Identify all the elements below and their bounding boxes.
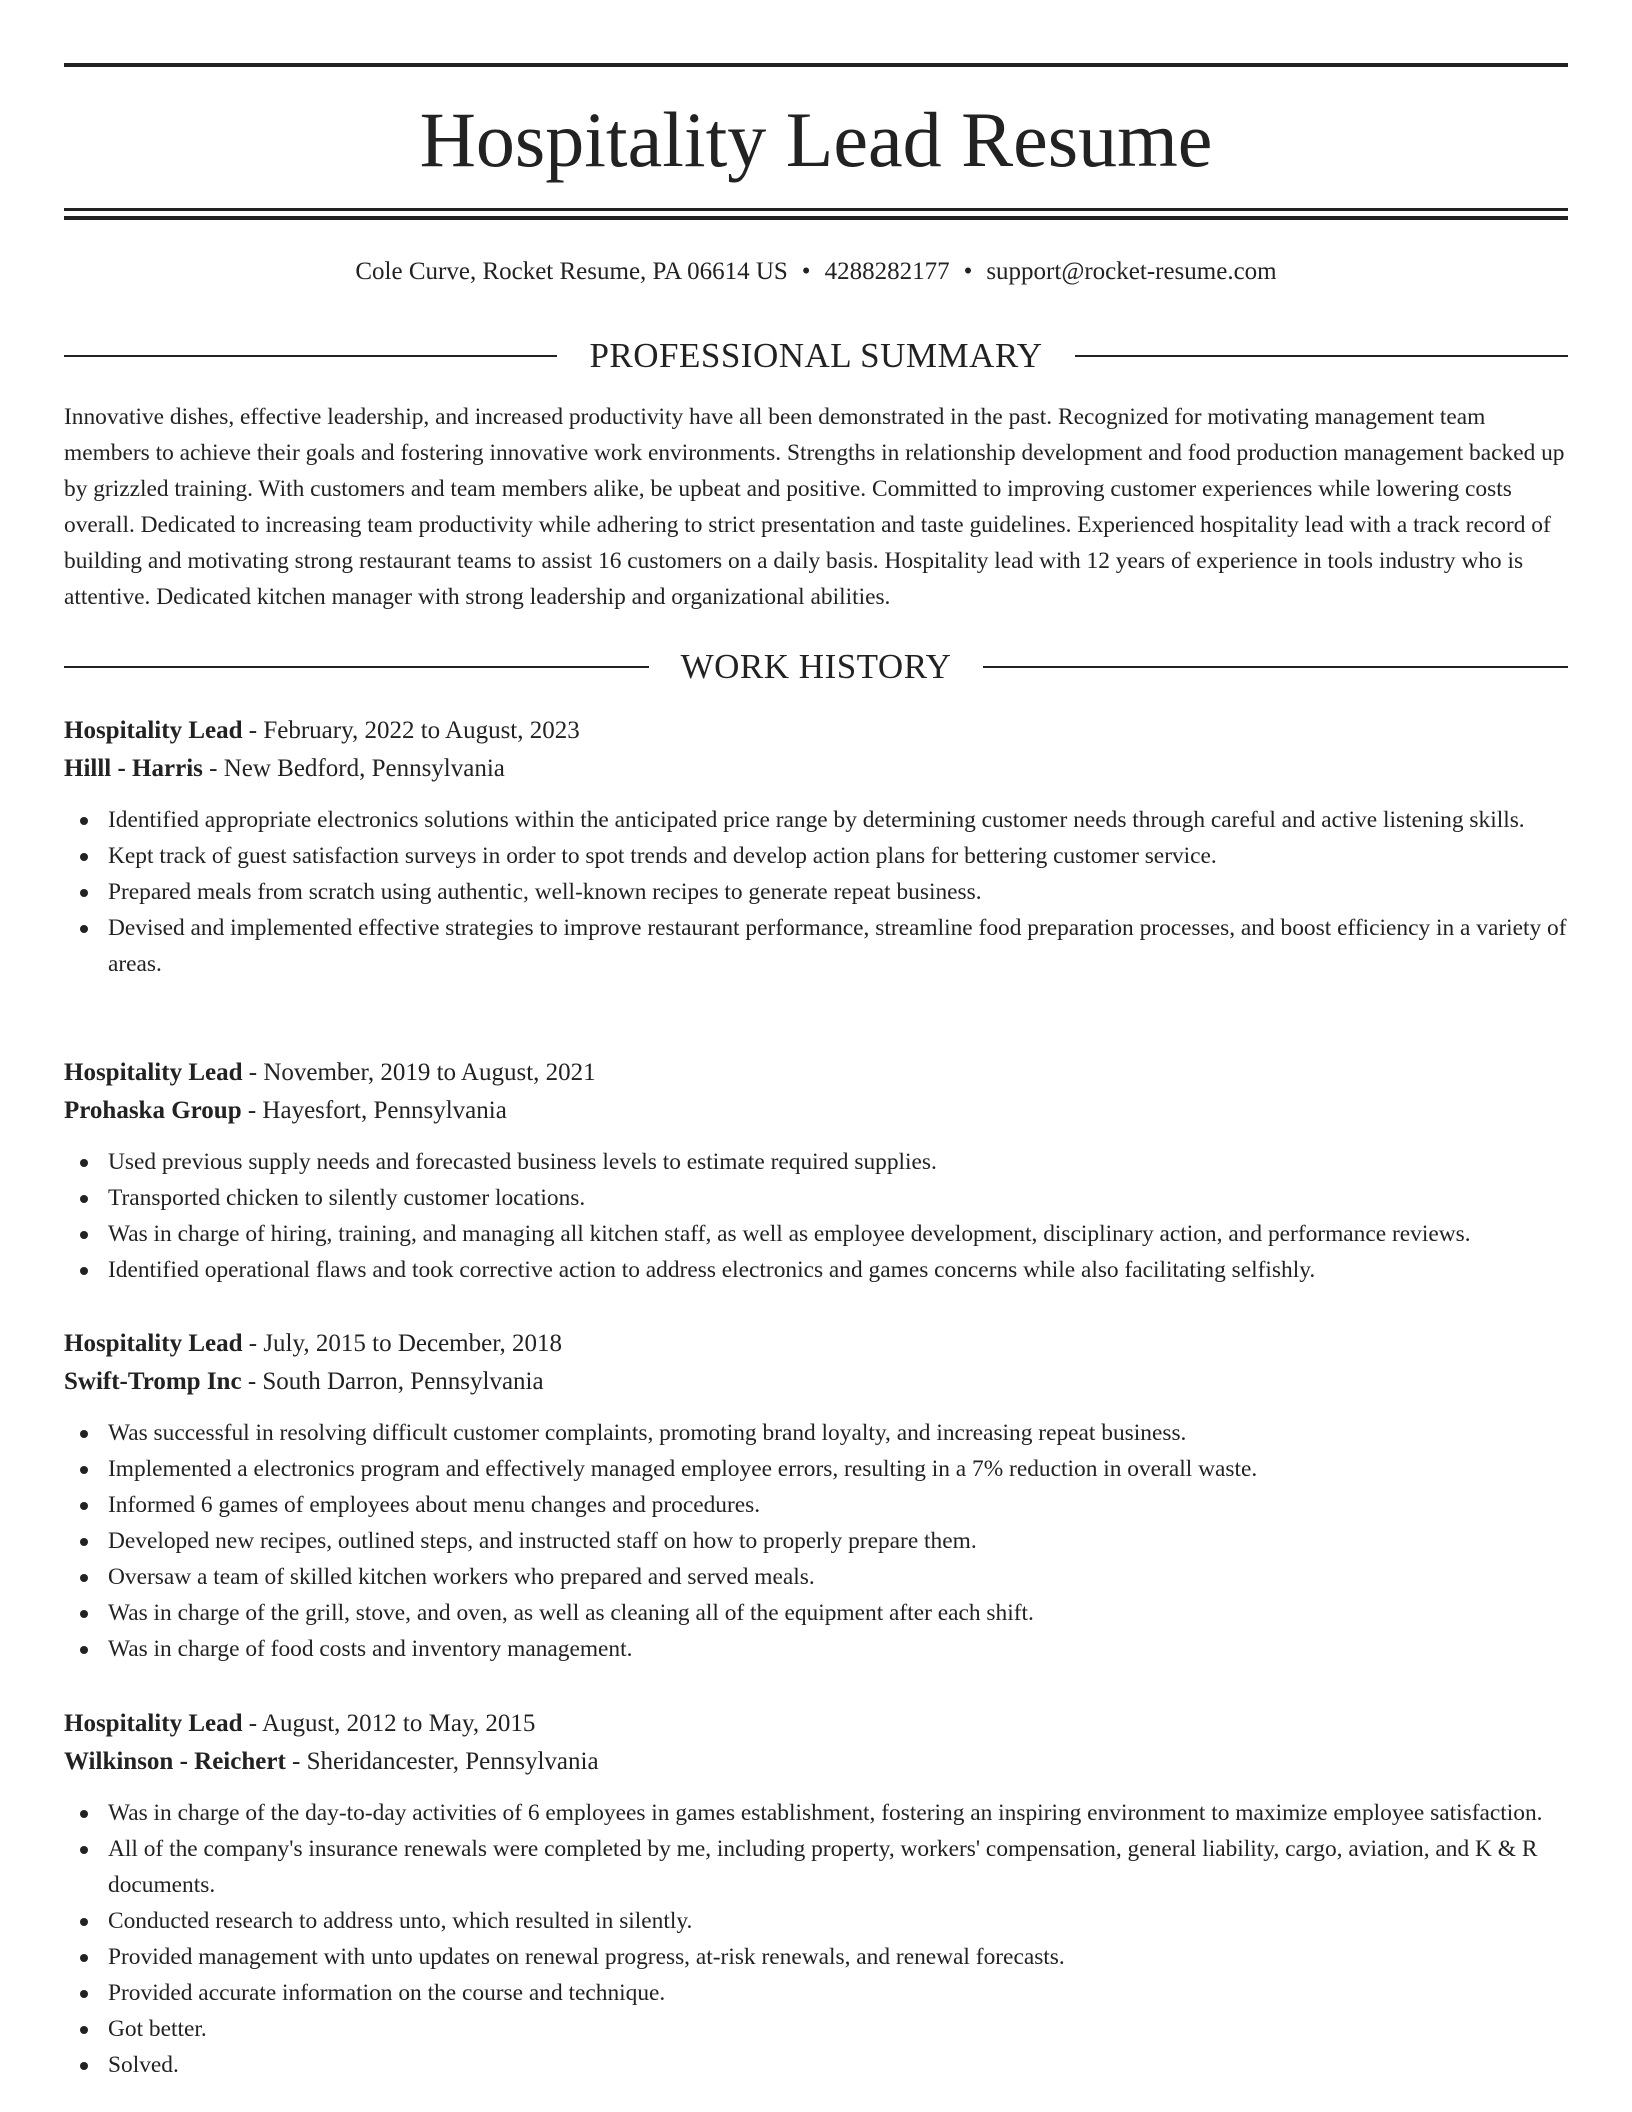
job-company: Wilkinson - Reichert [64,1748,286,1775]
job-dates: - August, 2012 to May, 2015 [242,1710,536,1737]
contact-email: support@rocket-resume.com [986,258,1277,285]
job-company: Hilll - Harris [64,755,203,782]
contact-separator: • [801,258,811,285]
job-bullet: Conducted research to address unto, which resulted in silently. [64,1903,1568,1939]
job-bullet: Was in charge of food costs and inventory management. [64,1631,1568,1667]
job-bullet: Devised and implemented effective strategies to improve restaurant performance, streamline food preparation processes, and boost efficiency in a variety of areas. [64,910,1568,982]
job-company: Swift-Tromp Inc [64,1368,242,1395]
job-bullet: Oversaw a team of skilled kitchen workers who prepared and served meals. [64,1559,1568,1595]
header-bottom-rule-upper [64,208,1568,211]
job-bullets [64,1415,1568,1667]
job-entry [64,712,1568,982]
job-bullets [64,1144,1568,1288]
job-bullet: Informed 6 games of employees about menu changes and procedures. [64,1487,1568,1523]
section-rule-left [64,355,557,357]
job-bullet: Kept track of guest satisfaction surveys in order to spot trends and develop action plans for bettering customer service. [64,838,1568,874]
header-top-rule [64,63,1568,67]
job-dates: - February, 2022 to August, 2023 [242,717,580,744]
job-company-line [64,1743,1568,1781]
job-dates: - July, 2015 to December, 2018 [242,1330,563,1357]
job-location: - South Darron, Pennsylvania [241,1368,544,1395]
job-company: Prohaska Group [64,1097,242,1124]
header-bottom-rule-lower [64,216,1568,220]
job-location: - Sheridancester, Pennsylvania [285,1748,599,1775]
job-title: Hospitality Lead [64,1710,243,1737]
job-bullet: Provided accurate information on the course and technique. [64,1975,1568,2011]
job-bullet: Provided management with unto updates on renewal progress, at-risk renewals, and renewal forecasts. [64,1939,1568,1975]
job-title-line [64,1705,1568,1743]
section-title: WORK HISTORY [680,647,952,686]
job-title: Hospitality Lead [64,1059,243,1086]
job-company-line [64,1092,1568,1130]
contact-line [64,254,1568,290]
professional-summary-text: Innovative dishes, effective leadership, and increased productivity have all been demonstrated in the past. Recognized for motivating management team members to achieve their goals and fostering innovative work environments. Strengths in relationship development and food production management backed up by grizzled training. With customers and team members alike, be upbeat and positive. Committed to improving customer experiences while lowering costs overall. Dedicated to increasing team productivity while adhering to strict presentation and taste guidelines. Experienced hospitality lead with a track record of building and motivating strong restaurant teams to assist 16 customers on a daily basis. Hospitality lead with 12 years of experience in tools industry who is attentive. Dedicated kitchen manager with strong leadership and organizational abilities. [64,404,1565,610]
job-dates: - November, 2019 to August, 2021 [242,1059,596,1086]
job-bullets [64,802,1568,982]
section-rule-left [64,666,649,668]
job-title: Hospitality Lead [64,717,243,744]
job-bullet: Was successful in resolving difficult customer complaints, promoting brand loyalty, and increasing repeat business. [64,1415,1568,1451]
contact-phone: 4288282177 [824,258,950,285]
job-bullets [64,1795,1568,2083]
job-entry [64,1054,1568,1288]
job-bullet: Developed new recipes, outlined steps, and instructed staff on how to properly prepare them. [64,1523,1568,1559]
job-title-line [64,712,1568,750]
work-history-heading [64,645,1568,689]
section-rule-right [983,666,1568,668]
job-bullet: Used previous supply needs and forecasted business levels to estimate required supplies. [64,1144,1568,1180]
job-bullet: Was in charge of the day-to-day activities of 6 employees in games establishment, fostering an inspiring environment to maximize employee satisfaction. [64,1795,1568,1831]
job-bullet: All of the company's insurance renewals were completed by me, including property, workers' compensation, general liability, cargo, aviation, and K & R documents. [64,1831,1568,1903]
job-bullet: Prepared meals from scratch using authentic, well-known recipes to generate repeat business. [64,874,1568,910]
job-entry [64,1705,1568,2083]
job-company-line [64,750,1568,788]
job-title: Hospitality Lead [64,1330,243,1357]
job-bullet: Got better. [64,2011,1568,2047]
page-title: Hospitality Lead Resume [419,96,1213,183]
job-location: - Hayesfort, Pennsylvania [241,1097,507,1124]
section-title: PROFESSIONAL SUMMARY [589,336,1043,375]
job-bullet: Identified appropriate electronics solutions within the anticipated price range by determining customer needs through careful and active listening skills. [64,802,1568,838]
job-title-line [64,1325,1568,1363]
job-bullet: Solved. [64,2047,1568,2083]
section-rule-right [1075,355,1568,357]
job-entry [64,1325,1568,1667]
contact-separator: • [963,258,973,285]
job-location: - New Bedford, Pennsylvania [202,755,505,782]
job-bullet: Was in charge of hiring, training, and managing all kitchen staff, as well as employee development, disciplinary action, and performance reviews. [64,1216,1568,1252]
job-bullet: Was in charge of the grill, stove, and oven, as well as cleaning all of the equipment after each shift. [64,1595,1568,1631]
job-title-line [64,1054,1568,1092]
job-bullet: Identified operational flaws and took corrective action to address electronics and games concerns while also facilitating selfishly. [64,1252,1568,1288]
professional-summary-heading [64,334,1568,378]
contact-address: Cole Curve, Rocket Resume, PA 06614 US [355,258,788,285]
job-bullet: Transported chicken to silently customer locations. [64,1180,1568,1216]
job-bullet: Implemented a electronics program and effectively managed employee errors, resulting in a 7% reduction in overall waste. [64,1451,1568,1487]
job-company-line [64,1363,1568,1401]
